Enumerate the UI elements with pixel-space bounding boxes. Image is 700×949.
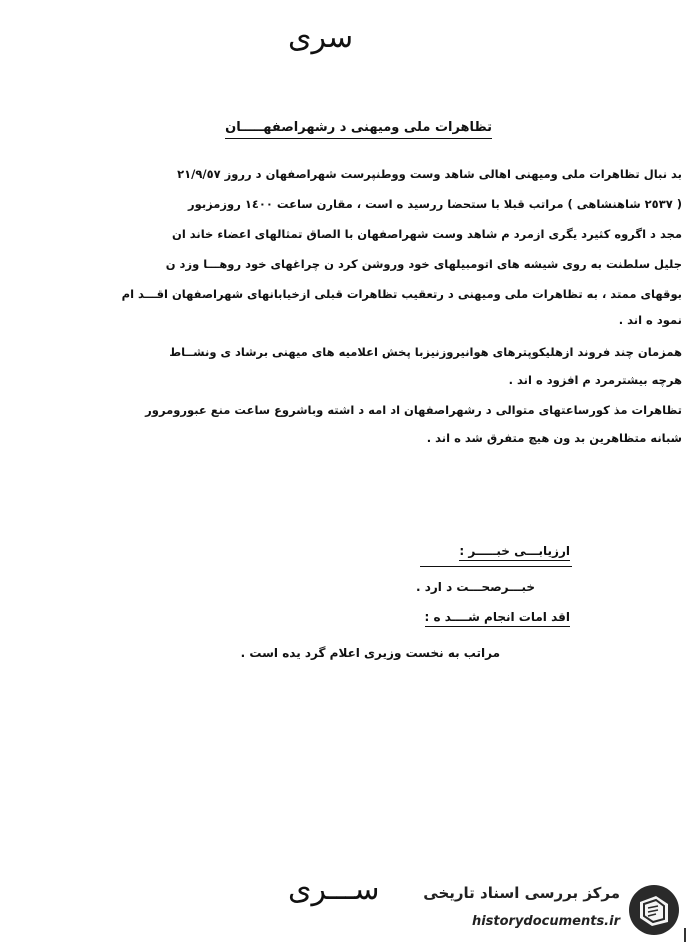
actions-label: اقد امات انجام شــــد ه : bbox=[425, 610, 571, 627]
body-line: تظاهرات مذ کورساعتهای متوالی د رشهراصفهان اد امه د اشته وباشروع ساعت منع عبورومرور bbox=[145, 403, 682, 417]
document-title: تظاهرات ملی ومیهنی د رشهراصفهـــــان bbox=[225, 120, 492, 139]
classification-header: سری bbox=[288, 20, 354, 55]
assessment-underline bbox=[420, 566, 572, 567]
page-edge-mark bbox=[684, 928, 692, 942]
watermark-title: مرکز بررسی اسناد تاریخی bbox=[423, 884, 620, 902]
actions-text: مراتب به نخست وزیری اعلام گرد یده است . bbox=[240, 646, 500, 660]
assessment-label: ارزیابـــی خبـــــر : bbox=[459, 544, 570, 561]
body-line: همزمان چند فروند ازهلیکوپترهای هوانیروزنیزبا پخش اعلامیه های میهنی برشاد ی ونشــاط bbox=[169, 345, 682, 359]
classification-footer: ســـری bbox=[288, 872, 380, 907]
watermark bbox=[420, 882, 682, 942]
archive-logo-icon bbox=[626, 882, 682, 938]
body-line: نمود ه اند . bbox=[618, 313, 682, 327]
body-line: بوقهای ممتد ، به تظاهرات ملی ومیهنی د رتعقیب تظاهرات قبلی ازخیابانهای شهراصفهان اقـــد ام bbox=[121, 287, 682, 301]
assessment-text: خبـــرصحـــت د ارد . bbox=[416, 580, 535, 594]
body-line: بد نبال تظاهرات ملی ومیهنی اهالی شاهد وست ووطنپرست شهراصفهان د رروز ٢١/٩/٥٧ bbox=[177, 167, 682, 181]
watermark-url: historydocuments.ir bbox=[471, 914, 620, 929]
body-line: شبانه متظاهرین بد ون هیچ متفرق شد ه اند . bbox=[426, 431, 682, 445]
body-line: هرچه بیشترمرد م افزود ه اند . bbox=[508, 373, 682, 387]
body-line: ( ٢٥٣٧ شاهنشاهی ) مراتب قبلا با ستحضا ررسید ه است ، مقارن ساعت ١٤٠٠ روزمزبور bbox=[188, 197, 682, 211]
body-line: مجد د اگروه کثیرد یگری ازمرد م شاهد وست شهراصفهان با الصاق تمثالهای اعضاء خاند ان bbox=[172, 227, 682, 241]
body-line: جلیل سلطنت به روی شیشه های اتومبیلهای خود وروشن کرد ن چراغهای خود روهـــا وزد ن bbox=[165, 257, 682, 271]
